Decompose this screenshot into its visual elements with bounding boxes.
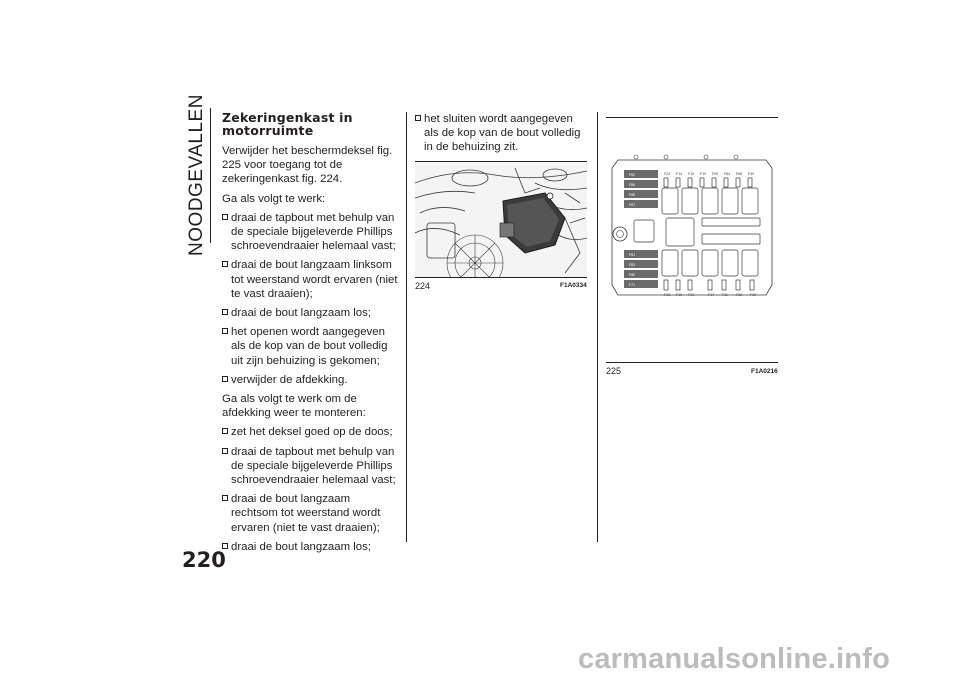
figure-225-bottom-rule <box>606 362 778 363</box>
fuse-label: F82 <box>629 173 636 177</box>
figure-225-code: F1A0216 <box>751 368 778 375</box>
heading-line-1: Zekeringenkast in <box>222 110 353 125</box>
step-item: het sluiten wordt aangegeven als de kop van de bout volledig in de behuizing zit. <box>415 112 587 155</box>
fuse-label: F23 <box>664 293 671 297</box>
checkbox-icon <box>222 448 228 454</box>
fuse-label: F20 <box>750 293 757 297</box>
checkbox-icon <box>415 115 421 121</box>
fuse-label: F85 <box>629 193 636 197</box>
step-item: verwijder de afdekking. <box>222 373 400 387</box>
fuse-box-diagram <box>606 150 778 310</box>
figure-225-top-rule <box>606 117 778 118</box>
figure-224-code: F1A0334 <box>560 282 587 289</box>
fuse-label: F24 <box>664 172 671 176</box>
fuse-label: F86 <box>629 183 636 187</box>
fuse-label: F15 <box>688 172 695 176</box>
checkbox-icon <box>222 328 228 334</box>
column-divider-2 <box>597 112 598 542</box>
remount-step-item: draai de tapbout met behulp van de speciale bijgeleverde Phillips schroevendraaier helemaal vast; <box>222 445 400 488</box>
fuse-label: F21 <box>688 293 695 297</box>
text-column-2 <box>415 112 587 160</box>
step-item: het openen wordt aangegeven als de kop van de bout volledig uit zijn behuizing is gekomen; <box>222 325 400 368</box>
engine-bay-illustration <box>415 163 587 277</box>
checkbox-icon <box>222 214 228 220</box>
fuse-label: F83 <box>629 263 636 267</box>
checkbox-icon <box>222 309 228 315</box>
fuse-label: F71 <box>629 283 636 287</box>
heading-line-2: motorruimte <box>222 122 314 138</box>
remount-step-item: draai de bout langzaam los; <box>222 540 400 554</box>
remount-intro: Ga als volgt te werk om de afdekking weer te monteren: <box>222 393 366 420</box>
step-item: draai de bout langzaam linksom tot weerstand wordt ervaren (niet te vast draaien); <box>222 258 400 301</box>
fuse-label: F87 <box>629 203 636 207</box>
checkbox-icon <box>222 495 228 501</box>
fuse-label: F84 <box>724 172 731 176</box>
remount-step-item: zet het deksel goed op de doos; <box>222 425 400 439</box>
intro-paragraph: Verwijder het beschermdeksel fig. 225 voor toegang tot de zekeringenkast fig. 224. <box>222 145 393 186</box>
fuse-label: F88 <box>736 172 743 176</box>
checkbox-icon <box>222 261 228 267</box>
figure-224-bottom-rule <box>415 277 587 278</box>
fuse-label: F17 <box>708 293 715 297</box>
fuse-label: F81 <box>629 253 636 257</box>
checkbox-icon <box>222 376 228 382</box>
section-heading <box>222 112 400 137</box>
steps-intro: Ga als volgt te werk: <box>222 192 326 205</box>
page-number: 220 <box>182 548 226 572</box>
figure-224-number: 224 <box>415 281 431 291</box>
fuse-label: F80 <box>629 273 636 277</box>
fuse-label: F09 <box>712 172 719 176</box>
fuse-label: F10 <box>700 172 707 176</box>
step-item: draai de tapbout met behulp van de speciale bijgeleverde Phillips schroevendraaier helemaal vast; <box>222 211 400 254</box>
step-item: draai de bout langzaam los; <box>222 306 400 320</box>
fuse-label: F30 <box>748 172 755 176</box>
section-title: NOODGEVALLEN <box>186 94 207 256</box>
figure-225-number: 225 <box>606 366 622 376</box>
checkbox-icon <box>222 428 228 434</box>
text-column-1 <box>222 112 400 559</box>
section-tab-rule <box>210 108 211 243</box>
watermark: carmanualsonline.info <box>578 643 890 675</box>
figure-224-top-rule <box>415 161 587 162</box>
fuse-label: F19 <box>676 293 683 297</box>
fuse-label: F11 <box>722 293 728 297</box>
fuse-label: F22 <box>736 293 743 297</box>
column-divider-1 <box>406 112 407 542</box>
remount-step-item: draai de bout langzaam rechtsom tot weerstand wordt ervaren (niet te vast draaien); <box>222 492 400 535</box>
fuse-label: F14 <box>676 172 683 176</box>
